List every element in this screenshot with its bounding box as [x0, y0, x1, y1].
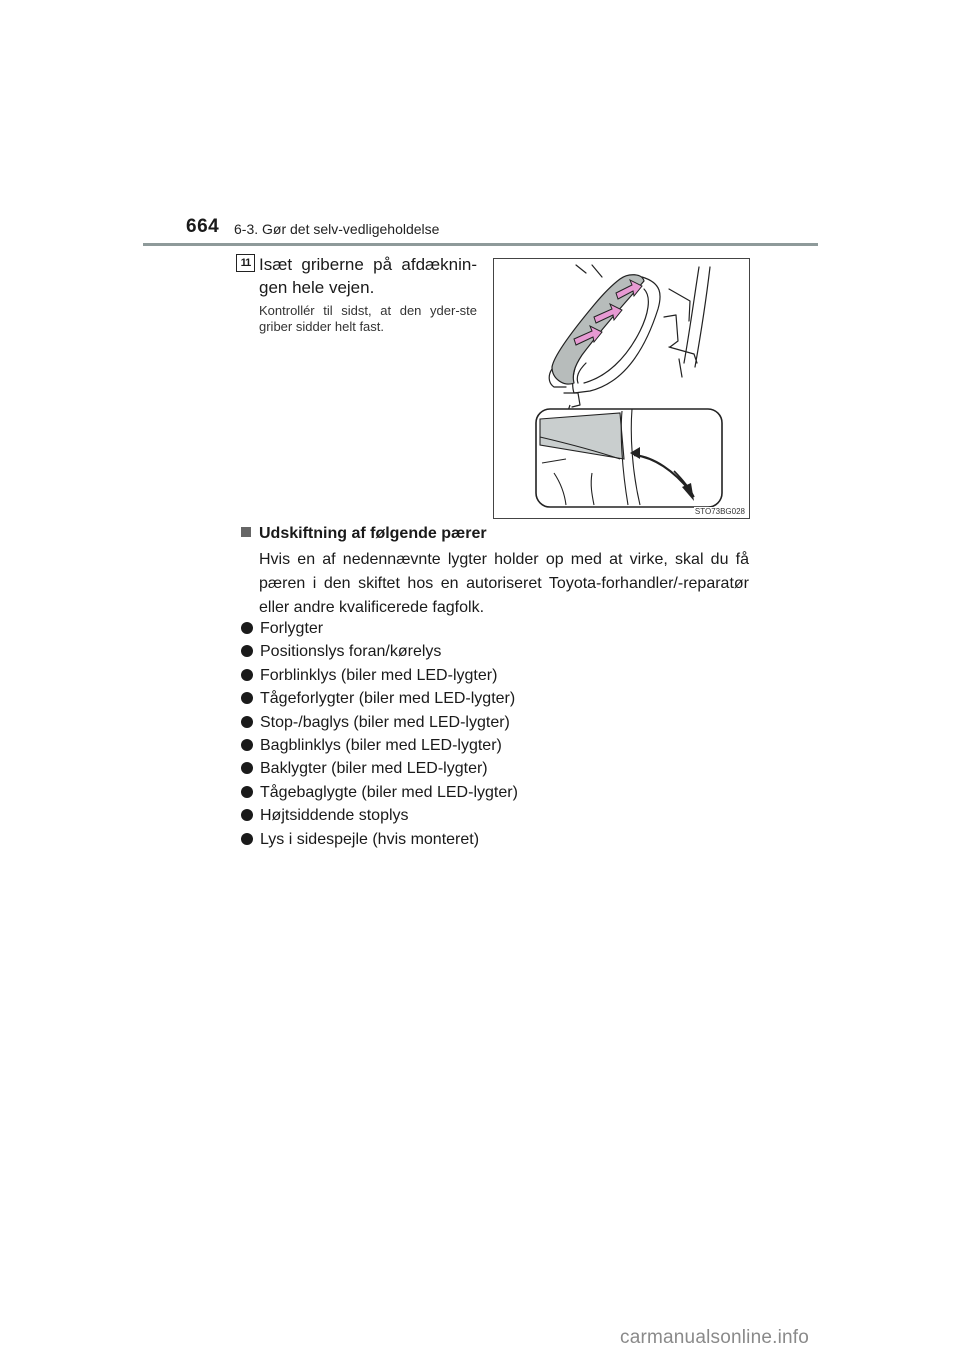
- bullet-icon: [241, 692, 253, 704]
- bullet-icon: [241, 833, 253, 845]
- list-item: Baklygter (biler med LED-lygter): [241, 757, 518, 780]
- bullet-icon: [241, 622, 253, 634]
- list-item: Tågeforlygter (biler med LED-lygter): [241, 687, 518, 710]
- list-item: Forblinklys (biler med LED-lygter): [241, 664, 518, 687]
- square-bullet-icon: [241, 527, 251, 537]
- step-number-badge: 11: [236, 254, 255, 272]
- header-rule: [143, 243, 818, 246]
- list-item: Forlygter: [241, 617, 518, 640]
- bullet-icon: [241, 669, 253, 681]
- mirror-cover-illustration: [493, 258, 750, 519]
- section-heading: [241, 525, 487, 543]
- step-instruction: Isæt griberne på afdæknin-gen hele vejen.: [259, 255, 477, 297]
- bullet-icon: [241, 739, 253, 751]
- page-number: 664: [186, 216, 220, 237]
- bullet-icon: [241, 716, 253, 728]
- step-note: Kontrollér til sidst, at den yder-ste griber sidder helt fast.: [259, 303, 477, 334]
- list-item: Lys i sidespejle (hvis monteret): [241, 828, 518, 851]
- bullet-icon: [241, 762, 253, 774]
- bulb-list: [241, 617, 518, 851]
- mirror-cover-clips-icon: [494, 259, 749, 518]
- list-item: Tågebaglygte (biler med LED-lygter): [241, 781, 518, 804]
- bullet-icon: [241, 809, 253, 821]
- figure-code: STO73BG028: [694, 507, 745, 516]
- list-item: Højtsiddende stoplys: [241, 804, 518, 827]
- list-item: Positionslys foran/kørelys: [241, 640, 518, 663]
- bullet-icon: [241, 645, 253, 657]
- section-paragraph: Hvis en af nedennævnte lygter holder op med at virke, skal du få pæren i den skiftet hos en autoriseret Toyota-forhandler/-reparatør eller andre kvalificerede fagfolk.: [259, 551, 749, 616]
- section-title: 6-3. Gør det selv-vedligeholdelse: [234, 221, 440, 237]
- list-item: Bagblinklys (biler med LED-lygter): [241, 734, 518, 757]
- section-heading-text: Udskiftning af følgende pærer: [259, 525, 487, 542]
- bullet-icon: [241, 786, 253, 798]
- watermark: carmanualsonline.info: [620, 1327, 810, 1348]
- list-item: Stop-/baglys (biler med LED-lygter): [241, 711, 518, 734]
